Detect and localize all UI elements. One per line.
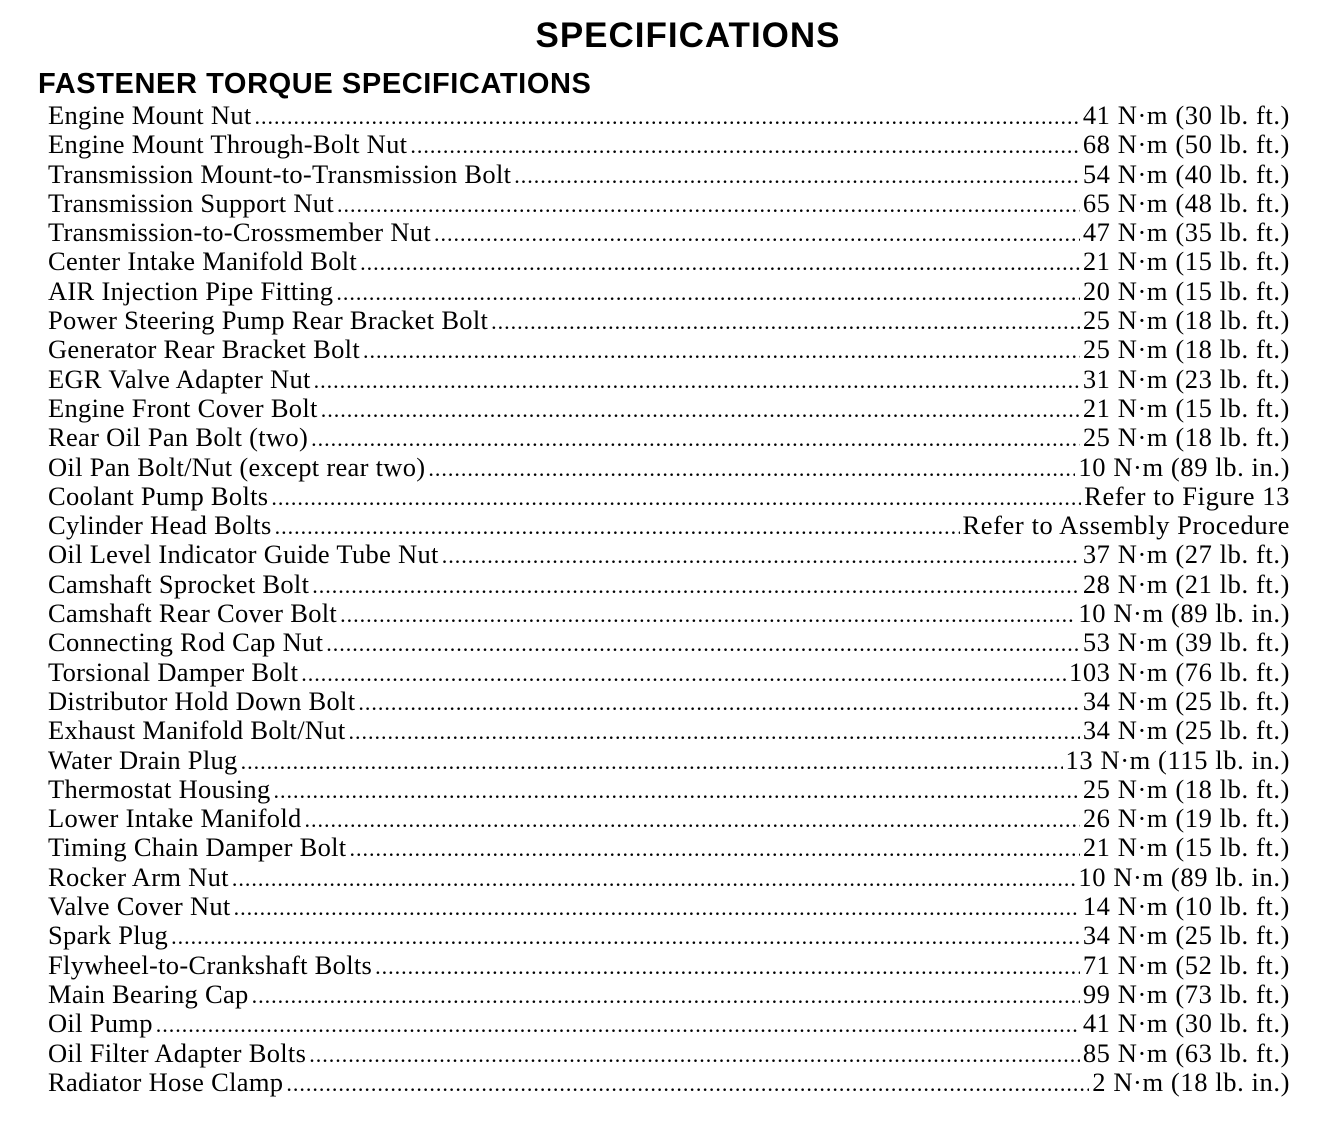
spec-row (48, 365, 1290, 394)
spec-item-name: Lower Intake Manifold (48, 804, 302, 834)
dot-leader (375, 952, 1080, 980)
spec-row (48, 277, 1290, 306)
spec-torque-value: 26 N·m (19 lb. ft.) (1082, 804, 1290, 834)
spec-row (48, 1068, 1290, 1097)
spec-item-name: Coolant Pump Bolts (48, 481, 269, 511)
dot-leader (442, 541, 1080, 569)
spec-item-name: Main Bearing Cap (48, 979, 249, 1009)
spec-row (48, 716, 1290, 745)
spec-item-name: Camshaft Sprocket Bolt (48, 569, 310, 599)
spec-item-name: Timing Chain Damper Bolt (48, 833, 347, 863)
spec-torque-value: 10 N·m (89 lb. in.) (1078, 862, 1290, 892)
spec-torque-value: 21 N·m (15 lb. ft.) (1082, 393, 1290, 423)
section-title: FASTENER TORQUE SPECIFICATIONS (38, 68, 592, 100)
spec-item-name: Center Intake Manifold Bolt (48, 247, 358, 277)
spec-row (48, 921, 1290, 950)
spec-row (48, 540, 1290, 569)
dot-leader (349, 834, 1079, 862)
spec-row (48, 453, 1290, 482)
spec-row (48, 833, 1290, 862)
dot-leader (363, 336, 1080, 364)
spec-row (48, 218, 1290, 247)
spec-torque-value: 21 N·m (15 lb. ft.) (1082, 247, 1290, 277)
spec-item-name: Camshaft Rear Cover Bolt (48, 599, 338, 629)
spec-row (48, 951, 1290, 980)
dot-leader (305, 805, 1080, 833)
spec-row (48, 511, 1290, 540)
spec-torque-value: 28 N·m (21 lb. ft.) (1082, 569, 1290, 599)
dot-leader (271, 483, 1081, 511)
spec-item-name: Thermostat Housing (48, 774, 271, 804)
spec-torque-value: 10 N·m (89 lb. in.) (1078, 599, 1290, 629)
dot-leader (312, 571, 1080, 599)
dot-leader (232, 864, 1076, 892)
spec-row (48, 482, 1290, 511)
dot-leader (326, 629, 1080, 657)
dot-leader (336, 278, 1080, 306)
spec-item-name: Oil Level Indicator Guide Tube Nut (48, 540, 439, 570)
spec-item-name: Engine Mount Nut (48, 101, 252, 130)
spec-row (48, 306, 1290, 335)
spec-torque-value: Refer to Assembly Procedure (962, 511, 1290, 541)
spec-item-name: Exhaust Manifold Bolt/Nut (48, 716, 346, 746)
dot-leader (314, 366, 1080, 394)
spec-item-name: Power Steering Pump Rear Bracket Bolt (48, 306, 489, 336)
spec-row (48, 189, 1290, 218)
spec-item-name: Oil Pump (48, 1009, 153, 1039)
spec-row (48, 423, 1290, 452)
spec-row (48, 1039, 1290, 1068)
spec-torque-value: Refer to Figure 13 (1084, 481, 1290, 511)
spec-torque-value: 41 N·m (30 lb. ft.) (1082, 1009, 1290, 1039)
spec-row (48, 335, 1290, 364)
spec-item-name: Water Drain Plug (48, 745, 238, 775)
dot-leader (311, 424, 1080, 452)
spec-torque-value: 71 N·m (52 lb. ft.) (1082, 950, 1290, 980)
spec-torque-value: 37 N·m (27 lb. ft.) (1082, 540, 1290, 570)
dot-leader (286, 1069, 1089, 1097)
dot-leader (301, 659, 1066, 687)
spec-item-name: EGR Valve Adapter Nut (48, 364, 311, 394)
dot-leader (340, 600, 1075, 628)
spec-item-name: Transmission Mount-to-Transmission Bolt (48, 159, 512, 189)
spec-item-name: Connecting Rod Cap Nut (48, 628, 324, 658)
spec-torque-value: 85 N·m (63 lb. ft.) (1082, 1038, 1290, 1068)
spec-torque-value: 65 N·m (48 lb. ft.) (1082, 188, 1290, 218)
spec-row (48, 775, 1290, 804)
spec-torque-value: 34 N·m (25 lb. ft.) (1082, 686, 1290, 716)
spec-row (48, 101, 1290, 130)
spec-torque-value: 68 N·m (50 lb. ft.) (1082, 130, 1290, 160)
spec-row (48, 863, 1290, 892)
dot-leader (337, 190, 1080, 218)
spec-row (48, 658, 1290, 687)
dot-leader (514, 161, 1080, 189)
dot-leader (360, 248, 1080, 276)
spec-row (48, 980, 1290, 1009)
spec-item-name: Valve Cover Nut (48, 892, 231, 922)
dot-leader (252, 981, 1080, 1009)
spec-torque-value: 31 N·m (23 lb. ft.) (1082, 364, 1290, 394)
spec-torque-value: 25 N·m (18 lb. ft.) (1082, 306, 1290, 336)
spec-torque-value: 47 N·m (35 lb. ft.) (1082, 218, 1290, 248)
spec-row (48, 394, 1290, 423)
spec-row (48, 746, 1290, 775)
spec-item-name: Oil Pan Bolt/Nut (except rear two) (48, 452, 426, 482)
dot-leader (275, 512, 960, 540)
spec-item-name: Torsional Damper Bolt (48, 657, 299, 687)
dot-leader (321, 395, 1080, 423)
dot-leader (410, 131, 1079, 159)
dot-leader (358, 688, 1079, 716)
spec-torque-value: 54 N·m (40 lb. ft.) (1082, 159, 1290, 189)
dot-leader (234, 893, 1080, 921)
dot-leader (171, 922, 1080, 950)
spec-torque-value: 20 N·m (15 lb. ft.) (1082, 276, 1290, 306)
spec-torque-value: 34 N·m (25 lb. ft.) (1082, 921, 1290, 951)
spec-item-name: Spark Plug (48, 921, 169, 951)
spec-item-name: Transmission Support Nut (48, 188, 334, 218)
spec-row (48, 130, 1290, 159)
dot-leader (241, 747, 1063, 775)
spec-item-name: Engine Mount Through-Bolt Nut (48, 130, 408, 160)
dot-leader (491, 307, 1080, 335)
spec-row (48, 570, 1290, 599)
spec-torque-value: 41 N·m (30 lb. ft.) (1082, 101, 1290, 130)
spec-torque-value: 25 N·m (18 lb. ft.) (1082, 774, 1290, 804)
torque-spec-list (48, 101, 1290, 1097)
spec-item-name: Transmission-to-Crossmember Nut (48, 218, 432, 248)
spec-row (48, 804, 1290, 833)
spec-item-name: Oil Filter Adapter Bolts (48, 1038, 307, 1068)
spec-item-name: Engine Front Cover Bolt (48, 393, 318, 423)
spec-torque-value: 53 N·m (39 lb. ft.) (1082, 628, 1290, 658)
dot-leader (156, 1010, 1080, 1038)
spec-torque-value: 14 N·m (10 lb. ft.) (1082, 892, 1290, 922)
spec-item-name: AIR Injection Pipe Fitting (48, 276, 334, 306)
dot-leader (349, 717, 1080, 745)
spec-torque-value: 25 N·m (18 lb. ft.) (1082, 423, 1290, 453)
spec-torque-value: 34 N·m (25 lb. ft.) (1082, 716, 1290, 746)
dot-leader (428, 454, 1075, 482)
page-title: SPECIFICATIONS (535, 16, 841, 55)
spec-item-name: Flywheel-to-Crankshaft Bolts (48, 950, 373, 980)
spec-row (48, 247, 1290, 276)
spec-item-name: Generator Rear Bracket Bolt (48, 335, 360, 365)
spec-row (48, 160, 1290, 189)
dot-leader (309, 1040, 1080, 1068)
spec-row (48, 628, 1290, 657)
spec-torque-value: 99 N·m (73 lb. ft.) (1082, 979, 1290, 1009)
spec-row (48, 1009, 1290, 1038)
spec-item-name: Radiator Hose Clamp (48, 1067, 284, 1097)
spec-torque-value: 2 N·m (18 lb. in.) (1092, 1067, 1290, 1097)
spec-torque-value: 25 N·m (18 lb. ft.) (1082, 335, 1290, 365)
spec-row (48, 892, 1290, 921)
spec-item-name: Rocker Arm Nut (48, 862, 229, 892)
spec-item-name: Rear Oil Pan Bolt (two) (48, 423, 309, 453)
spec-row (48, 687, 1290, 716)
dot-leader (434, 219, 1080, 247)
dot-leader (274, 776, 1080, 804)
spec-item-name: Cylinder Head Bolts (48, 511, 272, 541)
spec-item-name: Distributor Hold Down Bolt (48, 686, 356, 716)
spec-torque-value: 21 N·m (15 lb. ft.) (1082, 833, 1290, 863)
spec-torque-value: 10 N·m (89 lb. in.) (1078, 452, 1290, 482)
spec-row (48, 599, 1290, 628)
spec-torque-value: 13 N·m (115 lb. in.) (1065, 745, 1290, 775)
spec-torque-value: 103 N·m (76 lb. ft.) (1068, 657, 1290, 687)
dot-leader (255, 102, 1080, 130)
